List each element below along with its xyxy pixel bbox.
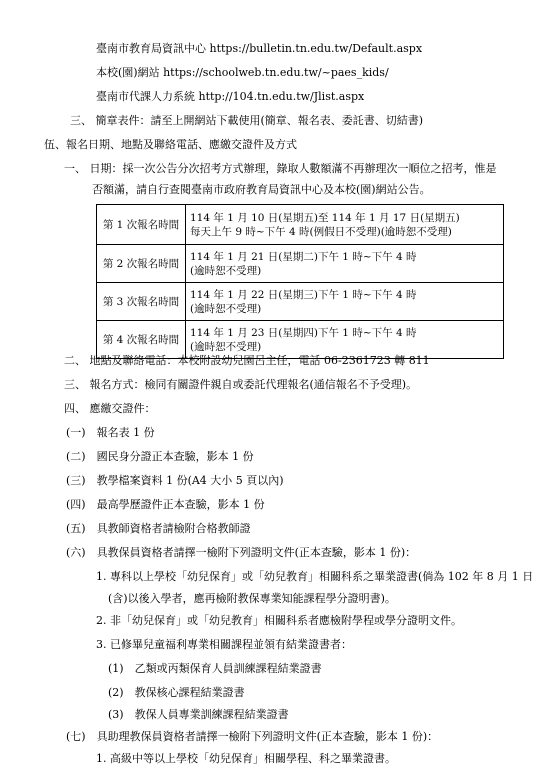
item-1-line-2: 否額滿，請自行查閱臺南市政府教育局資訊中心及本校(園)網站公告。 <box>92 183 431 196</box>
source-line-1: 臺南市教育局資訊中心 https://bulletin.tn.edu.tw/Default.aspx <box>96 42 423 55</box>
six-sub-1-line-1: 1. 專科以上學校「幼兒保育」或「幼兒教育」相關科系之畢業證書(倘為 102 年 8 月 1 日 <box>96 570 534 583</box>
doc-item-6: (六) 具教保員資格者請擇一檢附下列證明文件(正本查驗，影本 1 份)： <box>66 546 417 559</box>
item-3-method: 三、 報名方式：檢同有關證件親自或委託代理報名(通信報名不予受理)。 <box>64 378 418 391</box>
schedule-table <box>96 204 504 359</box>
seven-sub-1: 1. 高級中等以上學校「幼兒保育」相關學程、科之畢業證書。 <box>96 752 396 765</box>
section-3-forms: 三、 簡章表件：請至上開網站下載使用(簡章、報名表、委託書、切結書) <box>70 114 424 127</box>
schedule-label: 第 1 次報名時間 <box>97 205 186 245</box>
section-5-title: 伍、報名日期、地點及聯絡電話、應繳交證件及方式 <box>44 138 297 151</box>
doc-item-2: (二) 國民身分證正本查驗，影本 1 份 <box>66 450 254 463</box>
schedule-time: 114 年 1 月 21 日(星期二)下午 1 時~下午 4 時 (逾時恕不受理) <box>186 245 504 283</box>
doc-item-4: (四) 最高學歷證件正本查驗，影本 1 份 <box>66 498 265 511</box>
six-sub-3-item-3: (3) 教保人員專業訓練課程結業證書 <box>108 708 289 721</box>
doc-item-3: (三) 教學檔案資料 1 份(A4 大小 5 頁以內) <box>66 474 284 487</box>
schedule-row <box>97 245 504 283</box>
six-sub-1-line-2: (含)以後入學者，應再檢附教保專業知能課程學分證明書)。 <box>108 592 396 605</box>
six-sub-3-item-2: (2) 教保核心課程結業證書 <box>108 686 245 699</box>
doc-item-1: (一) 報名表 1 份 <box>66 426 155 439</box>
source-line-3: 臺南市代課人力系統 http://104.tn.edu.tw/Jlist.aspx <box>96 90 365 103</box>
doc-item-5: (五) 具教師資格者請檢附合格教師證 <box>66 522 251 535</box>
source-line-2: 本校(園)網站 https://schoolweb.tn.edu.tw/~paes_kids/ <box>96 66 389 79</box>
item-4-documents: 四、 應繳交證件： <box>64 402 156 415</box>
item-2-location: 二、 地點及聯絡電話：本校附設幼兒園呂主任，電話 06-2361723 轉 811 <box>64 354 430 367</box>
schedule-time: 114 年 1 月 23 日(星期四)下午 1 時~下午 4 時 (逾時恕不受理) <box>186 321 504 359</box>
schedule-label: 第 3 次報名時間 <box>97 283 186 321</box>
schedule-row <box>97 283 504 321</box>
schedule-time: 114 年 1 月 22 日(星期三)下午 1 時~下午 4 時 (逾時恕不受理) <box>186 283 504 321</box>
schedule-row <box>97 205 504 245</box>
schedule-label: 第 4 次報名時間 <box>97 321 186 359</box>
schedule-row <box>97 321 504 359</box>
six-sub-3: 3. 已修畢兒童福利專業相關課程並領有結業證書者： <box>96 638 352 651</box>
schedule-label: 第 2 次報名時間 <box>97 245 186 283</box>
item-1-line-1: 一、 日期：採一次公告分次招考方式辦理，錄取人數額滿不再辦理次一順位之招考，惟是 <box>64 162 497 175</box>
doc-item-7: (七) 具助理教保員資格者請擇一檢附下列證明文件(正本查驗，影本 1 份)： <box>66 730 439 743</box>
six-sub-3-item-1: (1) 乙類或丙類保育人員訓練課程結業證書 <box>108 662 322 675</box>
schedule-time: 114 年 1 月 10 日(星期五)至 114 年 1 月 17 日(星期五) 每天上午 9 時~下午 4 時(例假日不受理)(逾時恕不受理) <box>186 205 504 245</box>
six-sub-2: 2. 非「幼兒保育」或「幼兒教育」相關科系者應檢附學程或學分證明文件。 <box>96 614 462 627</box>
